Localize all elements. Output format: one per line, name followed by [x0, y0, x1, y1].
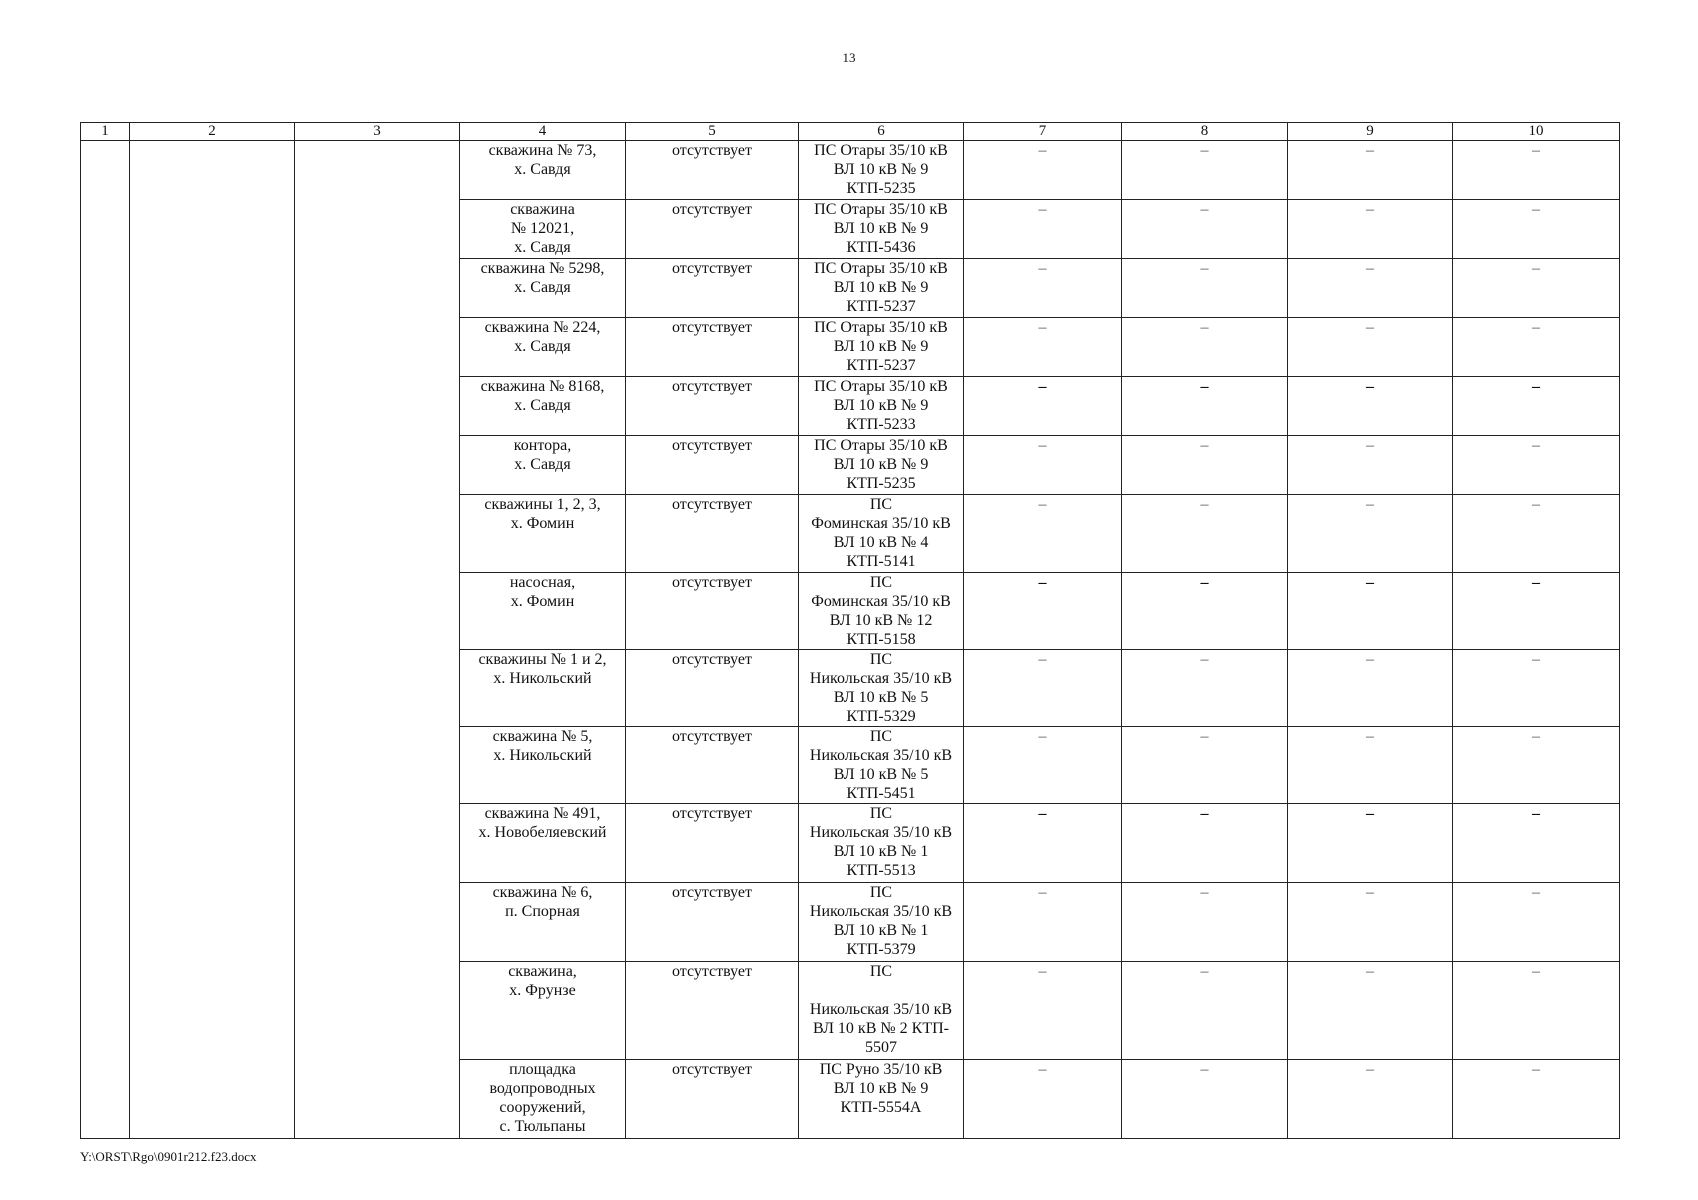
dash-cell-col-10: – [1453, 573, 1620, 650]
power-source-line: ВЛ 10 кВ № 1 [833, 843, 929, 860]
dash-cell-col-10: – [1453, 200, 1620, 259]
object-cell [460, 141, 626, 200]
status-cell: отсутствует [626, 1060, 799, 1139]
dash-cell-col-10: – [1453, 377, 1620, 436]
power-source-cell [799, 573, 964, 650]
page-number: 13 [842, 50, 856, 65]
dash-cell-col-8: – [1122, 650, 1288, 727]
power-source-line: ПС Отары 35/10 кВ [814, 319, 948, 336]
object-line: сооружений, [499, 1099, 586, 1116]
power-source-line: ПС [869, 805, 893, 822]
dash-cell-col-8: – [1122, 436, 1288, 495]
dash-cell-col-9: – [1288, 1060, 1453, 1139]
object-line: х. Савдя [514, 239, 571, 256]
object-line: контора, [513, 437, 572, 454]
table-body [81, 141, 1620, 1139]
object-cell [460, 573, 626, 650]
object-cell [460, 377, 626, 436]
object-line: скважина № 8168, [480, 378, 605, 395]
dash-cell-col-9: – [1288, 318, 1453, 377]
column-header: 1 [81, 123, 130, 141]
object-line: скважина № 5298, [480, 260, 605, 277]
status-cell: отсутствует [626, 141, 799, 200]
dash-cell-col-8: – [1122, 200, 1288, 259]
status-cell: отсутствует [626, 962, 799, 1060]
dash-cell-col-9: – [1288, 377, 1453, 436]
dash-cell-col-9: – [1288, 436, 1453, 495]
power-source-line: Никольская 35/10 кВ [809, 747, 953, 764]
power-source-line: ПС [869, 496, 893, 513]
dash-cell-col-10: – [1453, 962, 1620, 1060]
object-line: скважина № 6, [492, 884, 593, 901]
power-source-line: Никольская 35/10 кВ [809, 1001, 953, 1018]
column-header: 2 [130, 123, 295, 141]
status-cell: отсутствует [626, 650, 799, 727]
power-source-line: КТП-5237 [846, 298, 916, 315]
dash-cell-col-10: – [1453, 436, 1620, 495]
status-cell: отсутствует [626, 495, 799, 573]
power-source-line: Никольская 35/10 кВ [809, 824, 953, 841]
dash-cell-col-10: – [1453, 883, 1620, 962]
object-cell [460, 318, 626, 377]
object-line: скважины 1, 2, 3, [484, 496, 601, 513]
dash-cell-col-10: – [1453, 727, 1620, 804]
footer-file-path: Y:\ORST\Rgo\0901r212.f23.docx [80, 1149, 257, 1164]
dash-cell-col-8: – [1122, 141, 1288, 200]
status-cell: отсутствует [626, 804, 799, 883]
object-cell [460, 804, 626, 883]
object-line: х. Никольский [493, 747, 592, 764]
dash-cell-col-7: – [964, 727, 1122, 804]
column-header: 10 [1453, 123, 1620, 141]
dash-cell-col-10: – [1453, 495, 1620, 573]
power-source-cell [799, 727, 964, 804]
power-source-line: КТП-5513 [846, 862, 916, 879]
dash-cell-col-8: – [1122, 883, 1288, 962]
power-source-line: ПС Отары 35/10 кВ [814, 378, 948, 395]
power-source-cell [799, 318, 964, 377]
power-source-line: Никольская 35/10 кВ [809, 670, 953, 687]
object-line: скважина № 224, [484, 319, 601, 336]
object-line: х. Савдя [514, 279, 571, 296]
dash-cell-col-9: – [1288, 883, 1453, 962]
status-cell: отсутствует [626, 377, 799, 436]
dash-cell-col-8: – [1122, 1060, 1288, 1139]
dash-cell-col-8: – [1122, 318, 1288, 377]
object-line: водопроводных [489, 1080, 596, 1097]
object-line: х. Савдя [514, 397, 571, 414]
object-line: скважина № 73, [488, 142, 597, 159]
dash-cell-col-9: – [1288, 804, 1453, 883]
power-source-line: ПС [869, 963, 893, 980]
power-source-cell [799, 436, 964, 495]
data-table [80, 122, 1620, 1139]
dash-cell-col-8: – [1122, 573, 1288, 650]
dash-cell-col-7: – [964, 573, 1122, 650]
power-source-line: ПС Отары 35/10 кВ [814, 142, 948, 159]
dash-cell-col-10: – [1453, 804, 1620, 883]
power-source-line: ВЛ 10 кВ № 2 КТП- [813, 1020, 949, 1037]
object-line: скважина, [508, 963, 577, 980]
object-line: с. Тюльпаны [499, 1118, 586, 1135]
dash-cell-col-7: – [964, 141, 1122, 200]
dash-cell-col-7: – [964, 495, 1122, 573]
power-source-line: КТП-5158 [846, 631, 916, 648]
column-header: 5 [626, 123, 799, 141]
dash-cell-col-8: – [1122, 495, 1288, 573]
power-source-line: ВЛ 10 кВ № 4 [833, 534, 929, 551]
power-source-line: ПС [869, 574, 893, 591]
power-source-line: ПС Отары 35/10 кВ [814, 437, 948, 454]
object-line: х. Савдя [514, 338, 571, 355]
dash-cell-col-10: – [1453, 141, 1620, 200]
dash-cell-col-10: – [1453, 650, 1620, 727]
status-cell: отсутствует [626, 200, 799, 259]
power-source-line: ПС [869, 728, 893, 745]
power-source-line: КТП-5235 [846, 475, 916, 492]
status-cell: отсутствует [626, 883, 799, 962]
object-cell [460, 883, 626, 962]
power-source-line: Фоминская 35/10 кВ [811, 515, 951, 532]
column-header: 4 [460, 123, 626, 141]
dash-cell-col-7: – [964, 200, 1122, 259]
column-header: 7 [964, 123, 1122, 141]
dash-cell-col-9: – [1288, 962, 1453, 1060]
dash-cell-col-8: – [1122, 727, 1288, 804]
power-source-line: 5507 [865, 1039, 897, 1056]
dash-cell-col-10: – [1453, 318, 1620, 377]
status-cell: отсутствует [626, 318, 799, 377]
dash-cell-col-7: – [964, 377, 1122, 436]
power-source-line: ПС Отары 35/10 кВ [814, 201, 948, 218]
power-source-line: ПС [869, 651, 893, 668]
power-source-line: ВЛ 10 кВ № 12 [829, 612, 933, 629]
object-cell [460, 650, 626, 727]
power-source-cell [799, 141, 964, 200]
dash-cell-col-7: – [964, 804, 1122, 883]
column-header: 8 [1122, 123, 1288, 141]
dash-cell-col-9: – [1288, 650, 1453, 727]
dash-cell-col-9: – [1288, 259, 1453, 318]
column-header: 6 [799, 123, 964, 141]
power-source-line: КТП-5451 [846, 785, 916, 802]
power-source-line: ВЛ 10 кВ № 9 [833, 397, 929, 414]
dash-cell-col-7: – [964, 259, 1122, 318]
column-header: 3 [295, 123, 460, 141]
object-line: п. Спорная [505, 903, 580, 920]
power-source-line: Никольская 35/10 кВ [809, 903, 953, 920]
column-header: 9 [1288, 123, 1453, 141]
object-line: х. Савдя [514, 161, 571, 178]
dash-cell-col-8: – [1122, 804, 1288, 883]
object-line: скважина № 491, [484, 805, 601, 822]
power-source-line: ВЛ 10 кВ № 9 [833, 338, 929, 355]
power-source-line: КТП-5554А [840, 1099, 922, 1116]
power-source-cell [799, 200, 964, 259]
header-row [81, 123, 1620, 141]
dash-cell-col-7: – [964, 436, 1122, 495]
table-row [81, 141, 1620, 200]
power-source-line: КТП-5237 [846, 357, 916, 374]
power-source-cell [799, 377, 964, 436]
power-source-line: ПС [869, 884, 893, 901]
status-cell: отсутствует [626, 436, 799, 495]
power-source-line: КТП-5436 [846, 239, 916, 256]
power-source-cell [799, 804, 964, 883]
dash-cell-col-8: – [1122, 377, 1288, 436]
power-source-line: ВЛ 10 кВ № 9 [833, 279, 929, 296]
dash-cell-col-7: – [964, 650, 1122, 727]
power-source-cell [799, 962, 964, 1060]
dash-cell-col-7: – [964, 962, 1122, 1060]
power-source-line: КТП-5329 [846, 708, 916, 725]
dash-cell-col-7: – [964, 883, 1122, 962]
dash-cell-col-9: – [1288, 141, 1453, 200]
power-source-line: ВЛ 10 кВ № 5 [833, 766, 929, 783]
power-source-line: Фоминская 35/10 кВ [811, 593, 951, 610]
power-source-line: ВЛ 10 кВ № 9 [833, 1080, 929, 1097]
status-cell: отсутствует [626, 573, 799, 650]
object-line: № 12021, [510, 220, 575, 237]
merged-empty-cell-col-3 [295, 141, 460, 1139]
dash-cell-col-8: – [1122, 259, 1288, 318]
object-cell [460, 495, 626, 573]
dash-cell-col-9: – [1288, 727, 1453, 804]
object-line: х. Савдя [514, 456, 571, 473]
power-source-line: КТП-5233 [846, 416, 916, 433]
power-source-line: ПС Отары 35/10 кВ [814, 260, 948, 277]
power-source-cell [799, 259, 964, 318]
power-source-cell [799, 650, 964, 727]
object-line: х. Новобеляевский [478, 824, 607, 841]
dash-cell-col-9: – [1288, 495, 1453, 573]
power-source-cell [799, 1060, 964, 1139]
object-line: скважина [510, 201, 575, 218]
power-source-cell [799, 883, 964, 962]
power-source-line: КТП-5141 [846, 553, 916, 570]
object-cell [460, 200, 626, 259]
power-source-line [801, 981, 961, 1000]
object-cell [460, 259, 626, 318]
object-cell [460, 436, 626, 495]
object-cell [460, 1060, 626, 1139]
object-line: площадка [509, 1061, 576, 1078]
object-cell [460, 727, 626, 804]
power-source-cell [799, 495, 964, 573]
dash-cell-col-9: – [1288, 200, 1453, 259]
dash-cell-col-7: – [964, 318, 1122, 377]
power-source-line: ВЛ 10 кВ № 5 [833, 689, 929, 706]
object-cell [460, 962, 626, 1060]
object-line: скважины № 1 и 2, [478, 651, 607, 668]
power-source-line: КТП-5235 [846, 180, 916, 197]
object-line: насосная, [509, 574, 576, 591]
object-line: х. Никольский [493, 670, 592, 687]
dash-cell-col-8: – [1122, 962, 1288, 1060]
status-cell: отсутствует [626, 727, 799, 804]
power-source-line: ВЛ 10 кВ № 9 [833, 456, 929, 473]
power-source-line: ВЛ 10 кВ № 9 [833, 161, 929, 178]
power-source-line: ПС Руно 35/10 кВ [819, 1061, 943, 1078]
object-line: х. Фомин [510, 593, 575, 610]
power-source-line: ВЛ 10 кВ № 1 [833, 922, 929, 939]
object-line: скважина № 5, [492, 728, 593, 745]
object-line: х. Фомин [510, 515, 575, 532]
power-source-line: КТП-5379 [846, 941, 916, 958]
dash-cell-col-9: – [1288, 573, 1453, 650]
dash-cell-col-10: – [1453, 259, 1620, 318]
power-source-line: ВЛ 10 кВ № 9 [833, 220, 929, 237]
status-cell: отсутствует [626, 259, 799, 318]
dash-cell-col-7: – [964, 1060, 1122, 1139]
dash-cell-col-10: – [1453, 1060, 1620, 1139]
merged-empty-cell-col-2 [130, 141, 295, 1139]
merged-empty-cell-col-1 [81, 141, 130, 1139]
object-line: х. Фрунзе [509, 982, 576, 999]
